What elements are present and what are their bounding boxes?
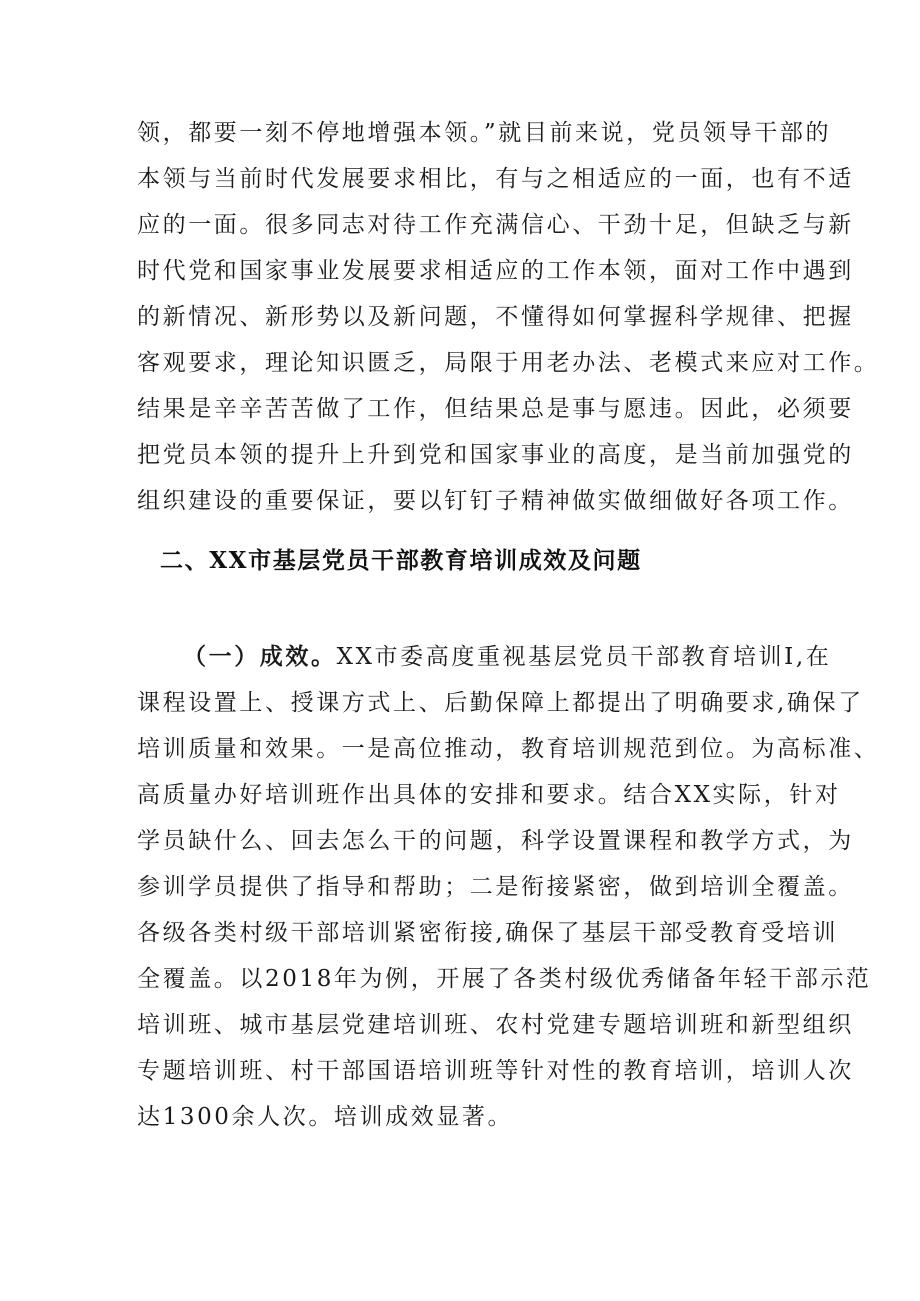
paragraph-line: 的新情况、新形势以及新问题，不懂得如何掌握科学规律、把握 (137, 304, 854, 330)
paragraph-achievements (137, 634, 880, 1140)
paragraph-line: 培训质量和效果。一是高位推动，教育培训规范到位。为高标准、 (137, 736, 880, 762)
paragraph-line: 本领与当前时代发展要求相比，有与之相适应的一面，也有不适 (137, 166, 854, 192)
paragraph-line: 组织建设的重要保证，要以钉钉子精神做实做细做好各项工作。 (137, 488, 854, 514)
paragraph-line: 课程设置上、授课方式上、后勤保障上都提出了明确要求,确保了 (137, 690, 864, 716)
paragraph-line: 专题培训班、村干部国语培训班等针对性的教育培训，培训人次 (137, 1058, 854, 1084)
paragraph-line: 达1300余人次。培训成效显著。 (137, 1104, 514, 1130)
subsection-lead: （一）成效。 (183, 643, 337, 670)
paragraph-line: 结果是辛辛苦苦做了工作，但结果总是事与愿违。因此，必须要 (137, 396, 854, 422)
paragraph-line: 全覆盖。以2018年为例，开展了各类村级优秀储备年轻干部示范 (137, 966, 872, 992)
paragraph-capabilities (137, 110, 880, 524)
paragraph-first-line (137, 634, 832, 680)
paragraph-line: 各级各类村级干部培训紧密衔接,确保了基层干部受教育受培训 (137, 920, 839, 946)
paragraph-line: 学员缺什么、回去怎么干的问题，科学设置课程和教学方式，为 (137, 828, 854, 854)
paragraph-line: 培训班、城市基层党建培训班、农村党建专题培训班和新型组织 (137, 1012, 854, 1038)
paragraph-line: 高质量办好培训班作出具体的安排和要求。结合XX实际，针对 (137, 782, 841, 808)
paragraph-line: 时代党和国家事业发展要求相适应的工作本领，面对工作中遇到 (137, 258, 854, 284)
paragraph-line: 客观要求，理论知识匮乏，局限于用老办法、老模式来应对工作。 (137, 350, 880, 376)
paragraph-line-rest: XX市委高度重视基层党员干部教育培训I,在 (336, 644, 832, 670)
paragraph-line: 参训学员提供了指导和帮助；二是衔接紧密，做到培训全覆盖。 (137, 874, 854, 900)
paragraph-line: 应的一面。很多同志对待工作充满信心、干劲十足，但缺乏与新 (137, 212, 854, 238)
paragraph-line: 领，都要一刻不停地增强本领。”就目前来说，党员领导干部的 (137, 120, 832, 146)
section-heading: 二、XX市基层党员干部教育培训成效及问题 (160, 547, 642, 574)
paragraph-line: 把党员本领的提升上升到党和国家事业的高度，是当前加强党的 (137, 442, 854, 468)
